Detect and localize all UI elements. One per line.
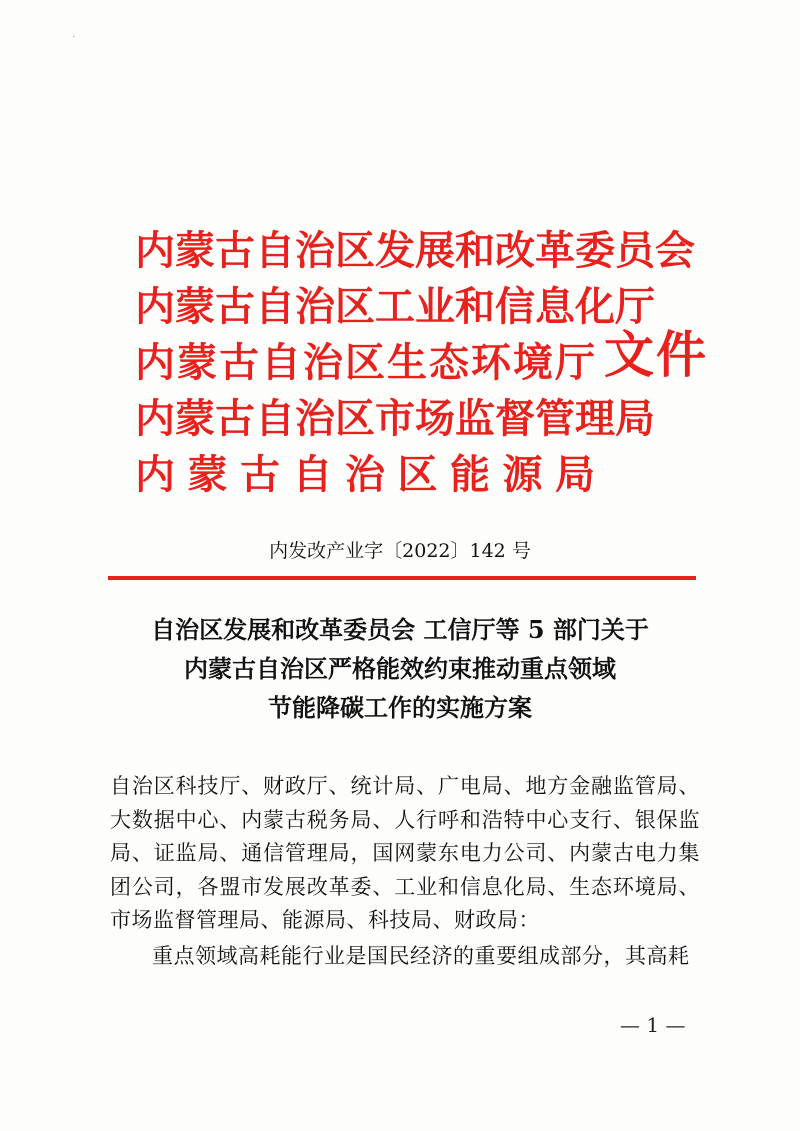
title-line: 内蒙古自治区严格能效约束推动重点领域: [184, 654, 616, 683]
agency-line: 内蒙古自治区工业和信息化厅: [135, 283, 655, 330]
recipients-list: 自治区科技厅、财政厅、统计局、广电局、地方金融监管局、大数据中心、内蒙古税务局、人行呼和浩特中心支行、银保监局、证监局、通信管理局，国网蒙东电力公司、内蒙古电力集团公司，各盟市发展改革委、工业和信息化局、生态环境局、市场监督管理局、能源局、科技局、财政局：: [110, 774, 700, 932]
agency-line: 内蒙古自治区能源局: [135, 451, 595, 498]
corner-mark: ·: [72, 32, 76, 43]
body-paragraph: 重点领域高耗能行业是国民经济的重要组成部分，其高耗: [152, 944, 690, 968]
document-number: 内发改产业字〔2022〕142 号: [269, 540, 531, 562]
agency-line: 内蒙古自治区市场监督管理局: [135, 395, 655, 442]
red-divider: [108, 576, 696, 580]
page-number: — 1 —: [620, 1013, 686, 1037]
title-line: 自治区发展和改革委员会 工信厅等 5 部门关于: [151, 615, 649, 644]
document-title: [0, 610, 800, 727]
title-line: 节能降碳工作的实施方案: [268, 693, 532, 722]
agency-line: 内蒙古自治区生态环境厅: [135, 339, 595, 386]
agency-line: 内蒙古自治区发展和改革委员会: [135, 227, 695, 274]
document-label: 文件: [604, 325, 708, 384]
